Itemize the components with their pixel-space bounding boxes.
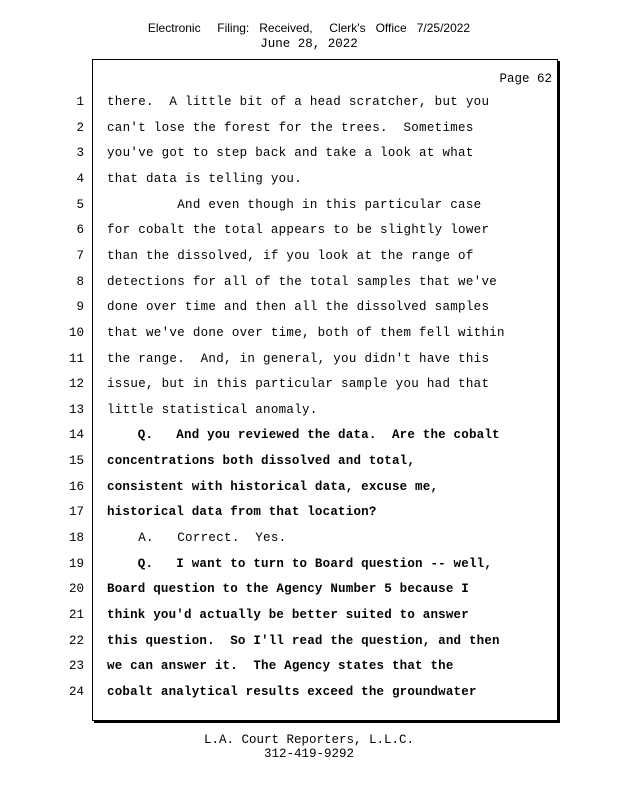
transcript-line: Q. And you reviewed the data. Are the cobalt [107,428,500,442]
transcript-line: that data is telling you. [107,172,303,186]
transcript-line: Q. I want to turn to Board question -- well, [107,557,493,571]
line-number: 10 [68,326,84,340]
transcript-line: cobalt analytical results exceed the groundwater [107,685,477,699]
transcript-line: Board question to the Agency Number 5 because I [107,582,469,596]
line-number: 17 [68,505,84,519]
line-number: 19 [68,557,84,571]
filing-stamp: Electronic Filing: Received, Clerk's Office 7/25/2022 [147,21,471,35]
transcript-line: concentrations both dissolved and total, [107,454,416,468]
line-number: 8 [76,275,84,289]
transcript-line: you've got to step back and take a look at what [107,146,474,160]
line-number: 23 [68,659,84,673]
line-number: 13 [68,403,84,417]
transcript-line: detections for all of the total samples that we've [107,275,498,289]
line-number: 3 [76,146,84,160]
line-number: 16 [68,480,84,494]
transcript-line: the range. And, in general, you didn't have this [107,352,490,366]
line-number: 22 [68,634,84,648]
line-number: 7 [76,249,84,263]
line-number: 14 [68,428,84,442]
transcript-line: And even though in this particular case [107,198,482,212]
transcript-line: little statistical anomaly. [107,403,318,417]
transcript-line: think you'd actually be better suited to answer [107,608,469,622]
line-number: 11 [68,352,84,366]
footer-company: L.A. Court Reporters, L.L.C. [203,733,415,747]
line-number: 20 [68,582,84,596]
transcript-line: historical data from that location? [107,505,377,519]
line-number: 6 [76,223,84,237]
footer-phone: 312-419-9292 [263,747,354,761]
line-number: 4 [76,172,84,186]
line-number: 5 [76,198,84,212]
line-number: 12 [68,377,84,391]
transcript-line: than the dissolved, if you look at the range of [107,249,474,263]
footer [0,733,618,761]
line-number: 15 [68,454,84,468]
transcript-line: consistent with historical data, excuse me, [107,480,439,494]
line-number: 21 [68,608,84,622]
transcript-line: issue, but in this particular sample you had that [107,377,490,391]
line-number: 18 [68,531,84,545]
line-number: 24 [68,685,84,699]
transcript-date: June 28, 2022 [260,37,358,51]
line-number: 1 [76,95,84,109]
transcript-line: can't lose the forest for the trees. Sometimes [107,121,474,135]
transcript-line: A. Correct. Yes. [107,531,287,545]
transcript-line: we can answer it. The Agency states that the [107,659,454,673]
line-number: 9 [76,300,84,314]
transcript-line: this question. So I'll read the question, and then [107,634,500,648]
line-number: 2 [76,121,84,135]
page-number: Page 62 [499,72,552,86]
transcript-line: there. A little bit of a head scratcher, but you [107,95,490,109]
transcript-line: done over time and then all the dissolved samples [107,300,490,314]
transcript-line: that we've done over time, both of them fell within [107,326,505,340]
transcript-line: for cobalt the total appears to be slightly lower [107,223,490,237]
